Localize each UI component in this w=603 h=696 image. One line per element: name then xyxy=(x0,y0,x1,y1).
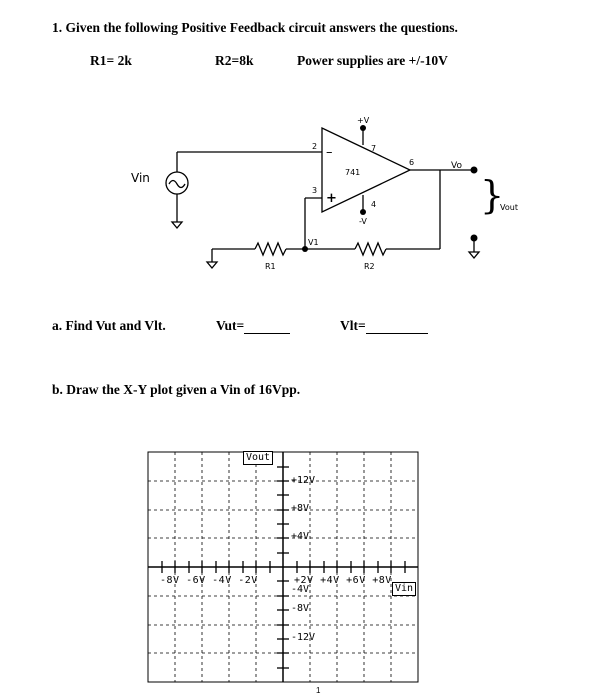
y-tick-label: +12V xyxy=(291,475,316,486)
x-tick-labels-negative: -8V -6V -4V -2V xyxy=(160,575,258,586)
y-tick-label: -12V xyxy=(291,632,316,643)
pin-inverting: 2 xyxy=(312,142,318,151)
y-tick-label: -4V xyxy=(291,584,310,595)
vout-label: Vout xyxy=(500,203,518,212)
vminus-label: -V xyxy=(359,217,367,226)
vplus-label: +V xyxy=(357,116,370,125)
vin-label: Vin xyxy=(131,171,150,185)
part-b-prompt: b. Draw the X-Y plot given a Vin of 16Vpp. xyxy=(52,382,301,397)
y-tick-label: -8V xyxy=(291,603,310,614)
page-number: 1 xyxy=(316,686,321,695)
v1-label: V1 xyxy=(308,238,319,247)
part-a-prompt: a. Find Vut and Vlt. xyxy=(52,318,166,333)
y-tick-label: +4V xyxy=(291,531,310,542)
vlt-label: Vlt= xyxy=(340,318,366,333)
graph-y-axis-label: Vout xyxy=(243,451,273,465)
minus-sign: – xyxy=(326,145,333,160)
pin-vplus: 7 xyxy=(371,144,377,153)
pin-noninverting: 3 xyxy=(312,186,318,195)
given-r2: R2=8k xyxy=(215,53,254,68)
question-title: 1. Given the following Positive Feedback circuit answers the questions. xyxy=(52,20,458,35)
pin-output: 6 xyxy=(409,158,415,167)
vo-label: Vo xyxy=(451,161,462,171)
vout-brace: } xyxy=(480,173,505,217)
graph-x-axis-label: Vin xyxy=(392,582,416,596)
opamp-label: 741 xyxy=(345,168,361,177)
x-tick-labels-positive: +2V +4V +6V +8V xyxy=(294,575,392,586)
r2-label: R2 xyxy=(364,262,375,271)
vut-label: Vut= xyxy=(216,318,245,333)
y-tick-label: +8V xyxy=(291,503,310,514)
r1-label: R1 xyxy=(265,262,276,271)
pin-vminus: 4 xyxy=(371,200,377,209)
plus-sign: + xyxy=(326,191,337,206)
given-r1: R1= 2k xyxy=(90,53,132,68)
given-power-supplies: Power supplies are +/-10V xyxy=(297,53,448,68)
